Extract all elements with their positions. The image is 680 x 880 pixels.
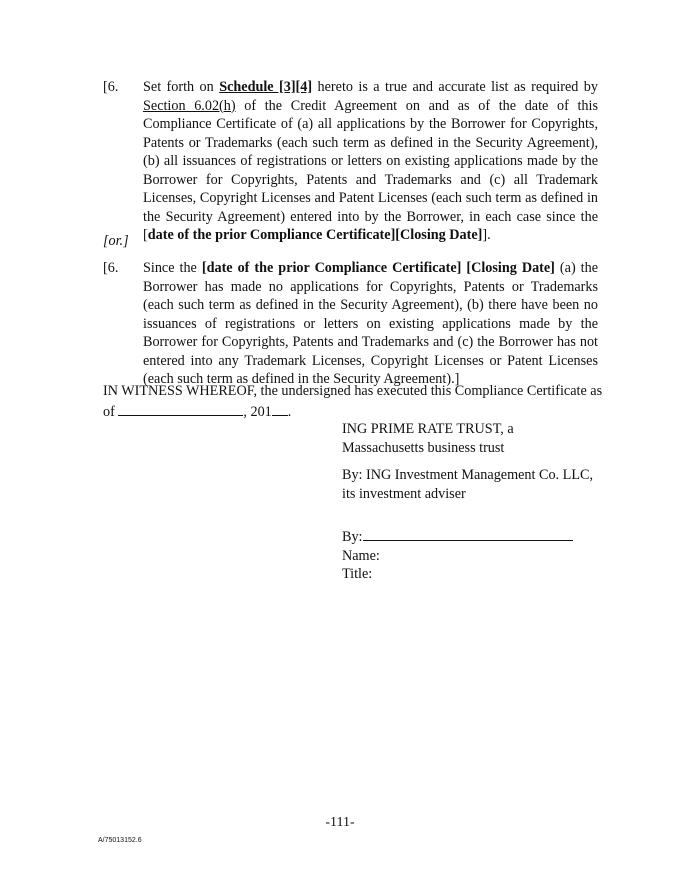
title-label: Title: xyxy=(342,566,373,582)
adviser-role: its investment adviser xyxy=(342,485,466,502)
or-separator: [or.] xyxy=(103,233,129,249)
bold-date-reference: [date of the prior Compliance Certificate] [Closing Date] xyxy=(201,260,555,276)
by-label: By: xyxy=(342,529,363,545)
of-label: of xyxy=(103,403,115,420)
signatory-adviser xyxy=(342,466,602,503)
schedule-reference: Schedule [3][4] xyxy=(219,79,313,95)
text-run: Set forth on xyxy=(143,79,220,95)
text-run: Since the xyxy=(143,260,202,276)
paragraph-no-applications xyxy=(103,259,598,389)
page-number: -111- xyxy=(325,815,355,830)
paragraph-number: [6. xyxy=(103,79,119,95)
bold-date-reference: date of the prior Compliance Certificate][Closing Date] xyxy=(147,227,483,243)
name-label: Name: xyxy=(342,547,380,564)
paragraph-body xyxy=(143,78,598,245)
witness-line: IN WITNESS WHEREOF, the undersigned has executed this Compliance Certificate as xyxy=(103,383,603,399)
signature-line xyxy=(342,526,602,547)
section-reference: Section 6.02(h) xyxy=(143,97,236,114)
adviser-name: By: ING Investment Management Co. LLC, xyxy=(342,467,593,483)
paragraph-schedule-list xyxy=(103,78,598,245)
paragraph-number: [6. xyxy=(103,260,119,276)
signatory-entity xyxy=(342,420,602,457)
document-id: A/75013152.6 xyxy=(98,837,142,844)
text-run: hereto is a true and accurate list as required by xyxy=(312,79,598,95)
year-label: , 201 xyxy=(243,403,272,420)
witness-clause xyxy=(103,382,603,421)
date-blank xyxy=(118,401,243,416)
paragraph-body xyxy=(143,259,598,389)
text-run: (a) the Borrower has made no applications for Copyrights, Patents or Trademarks (each such term as defined in the Security Agreement), (b) there have been no issuances of registrations or letters on existing applications made by the Borrower for Copyrights, Patents and Trademarks and (c) the Borrower has not entered into any Trademark Licenses, Copyright Licenses or Patent Licenses (each such term as defined in the Security Agreement).] xyxy=(143,260,598,387)
text-run: ]. xyxy=(482,227,491,243)
year-blank xyxy=(272,401,288,416)
period: . xyxy=(287,403,292,420)
text-run: of the Credit Agreement on and as of the date of this Compliance Certificate of (a) all applications by the Borrower for Copyrights, Patents or Trademarks (each such term as defined in the Security Agreement), (b) all issuances of registrations or letters on existing applications made by the Borrower for Copyrights, Patents and Trademarks and (c) all Trademark Licenses, Copyright Licenses and Patent Licenses (each such term as defined in the Security Agreement) entered into by the Borrower, in each case since the [ xyxy=(143,97,598,243)
signature-block xyxy=(342,526,602,584)
signature-blank xyxy=(363,526,573,541)
entity-name: ING PRIME RATE TRUST, a xyxy=(342,421,514,437)
entity-type: Massachusetts business trust xyxy=(342,439,505,456)
date-line xyxy=(103,401,603,422)
